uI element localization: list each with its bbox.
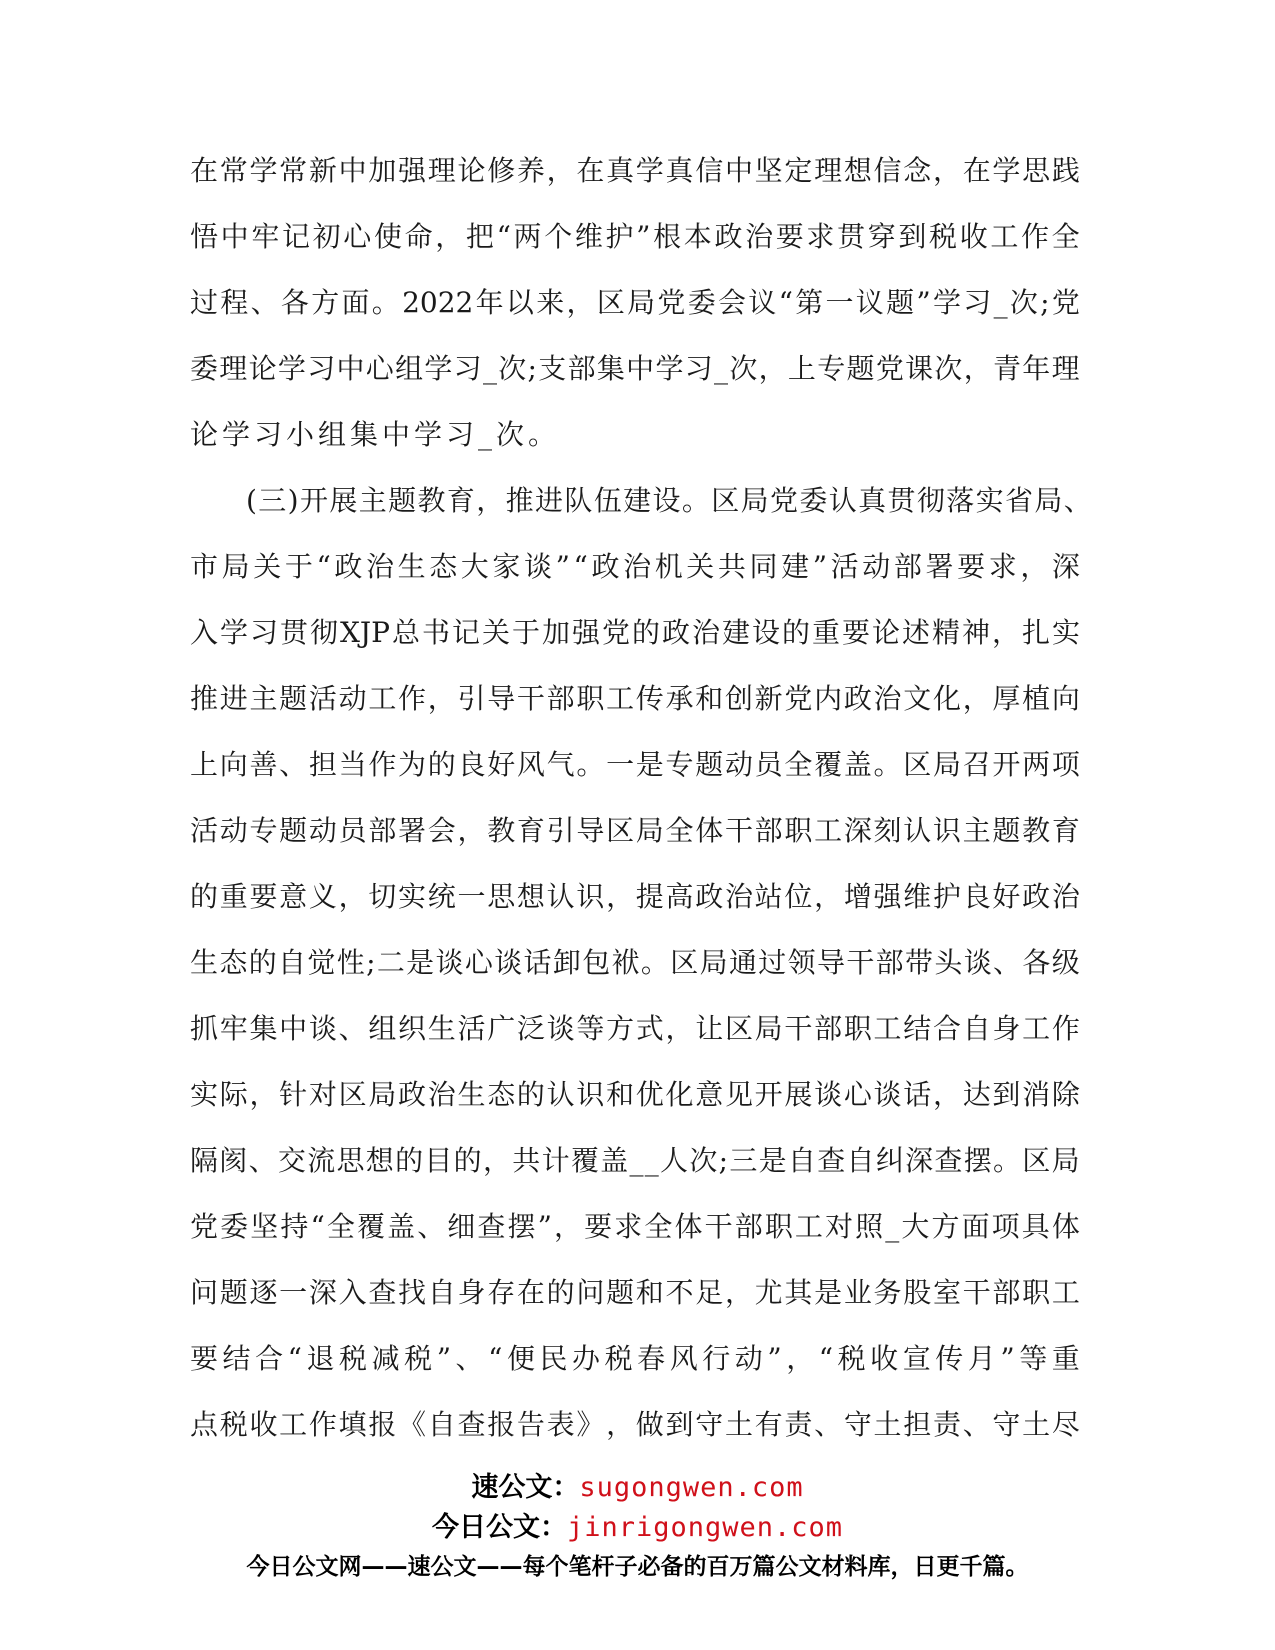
text-line: 在 常 学 常 新 中 加 强 理 论 修 养 ， 在 真 学 真 信 中 坚 定 理 想 信 念 ， 在 学 思 践 bbox=[190, 154, 1080, 187]
text-line: 隔 阂 、 交 流 思 想 的 目 的 ， 共 计 覆 盖 _ _ 人 次 ; 三 是 自 查 自 纠 深 查 摆 。 区 局 bbox=[190, 1144, 1080, 1177]
text-line: 悟 中 牢 记 初 心 使 命 ， 把 “ 两 个 维 护 ” 根 本 政 治 要 求 贯 穿 到 税 收 工 作 全 bbox=[190, 220, 1080, 253]
text-line: 党 委 坚 持 “ 全 覆 盖 、 细 查 摆 ” ， 要 求 全 体 干 部 职 工 对 照 _ 大 方 面 项 具 体 bbox=[190, 1210, 1080, 1243]
text-line: 生 态 的 自 觉 性 ; 二 是 谈 心 谈 话 卸 包 袱 。 区 局 通 过 领 导 干 部 带 头 谈 、 各 级 bbox=[190, 946, 1080, 979]
footer-link-jinrigongwen[interactable]: jinrigongwen.com bbox=[566, 1512, 844, 1543]
footer-label: 速公文： bbox=[471, 1472, 580, 1503]
text-line: 实 际 ， 针 对 区 局 政 治 生 态 的 认 识 和 优 化 意 见 开 展 谈 心 谈 话 ， 达 到 消 除 bbox=[190, 1078, 1080, 1111]
footer-slogan: 今日公文网——速公文——每个笔杆子必备的百万篇公文材料库，日更千篇。 bbox=[246, 1554, 1029, 1580]
text-line: 要 结 合 “ 退 税 减 税 ” 、 “ 便 民 办 税 春 风 行 动 ” ， “ 税 收 宣 传 月 ” 等 重 bbox=[190, 1342, 1080, 1375]
text-line: 过 程 、 各 方 面 。 2022 年 以 来 ， 区 局 党 委 会 议 “ 第 一 议 题 ” 学 习 _ 次 ; 党 bbox=[190, 286, 1080, 319]
footer-link-sugongwen[interactable]: sugongwen.com bbox=[579, 1472, 804, 1503]
text-line: 入 学 习 贯 彻 XJP 总 书 记 关 于 加 强 党 的 政 治 建 设 的 重 要 论 述 精 神 ， 扎 实 bbox=[190, 616, 1080, 649]
text-line: 活 动 专 题 动 员 部 署 会 ， 教 育 引 导 区 局 全 体 干 部 职 工 深 刻 认 识 主 题 教 育 bbox=[190, 814, 1080, 847]
text-line: 抓 牢 集 中 谈 、 组 织 生 活 广 泛 谈 等 方 式 ， 让 区 局 干 部 职 工 结 合 自 身 工 作 bbox=[190, 1012, 1080, 1045]
text-line: 点 税 收 工 作 填 报 《 自 查 报 告 表 》 ， 做 到 守 土 有 责 、 守 土 担 责 、 守 土 尽 bbox=[190, 1408, 1080, 1441]
text-line: 推 进 主 题 活 动 工 作 ， 引 导 干 部 职 工 传 承 和 创 新 党 内 政 治 文 化 ， 厚 植 向 bbox=[190, 682, 1080, 715]
footer-jinrigongwen bbox=[0, 1505, 1275, 1544]
footer-sugongwen bbox=[0, 1465, 1275, 1504]
text-line: 上 向 善 、 担 当 作 为 的 良 好 风 气 。 一 是 专 题 动 员 全 覆 盖 。 区 局 召 开 两 项 bbox=[190, 748, 1080, 781]
document-body bbox=[190, 138, 1092, 1458]
text-line: 问 题 逐 一 深 入 查 找 自 身 存 在 的 问 题 和 不 足 ， 尤 其 是 业 务 股 室 干 部 职 工 bbox=[190, 1276, 1080, 1309]
text-line: 委 理 论 学 习 中 心 组 学 习 _ 次 ; 支 部 集 中 学 习 _ 次 ， 上 专 题 党 课 次 ， 青 年 理 bbox=[190, 352, 1080, 385]
text-line: 市 局 关 于 “ 政 治 生 态 大 家 谈 ” “ 政 治 机 关 共 同 建 ” 活 动 部 署 要 求 ， 深 bbox=[190, 550, 1080, 583]
section-heading-line: ( 三 ) 开 展 主 题 教 育 ， 推 进 队 伍 建 设 。 区 局 党 委 认 真 贯 彻 落 实 省 局 、 bbox=[246, 484, 1092, 517]
text-line: 的 重 要 意 义 ， 切 实 统 一 思 想 认 识 ， 提 高 政 治 站 位 ， 增 强 维 护 良 好 政 治 bbox=[190, 880, 1080, 913]
text-line: 论学习小组集中学习_次。 bbox=[190, 418, 561, 451]
footer-label: 今日公文： bbox=[431, 1512, 567, 1543]
